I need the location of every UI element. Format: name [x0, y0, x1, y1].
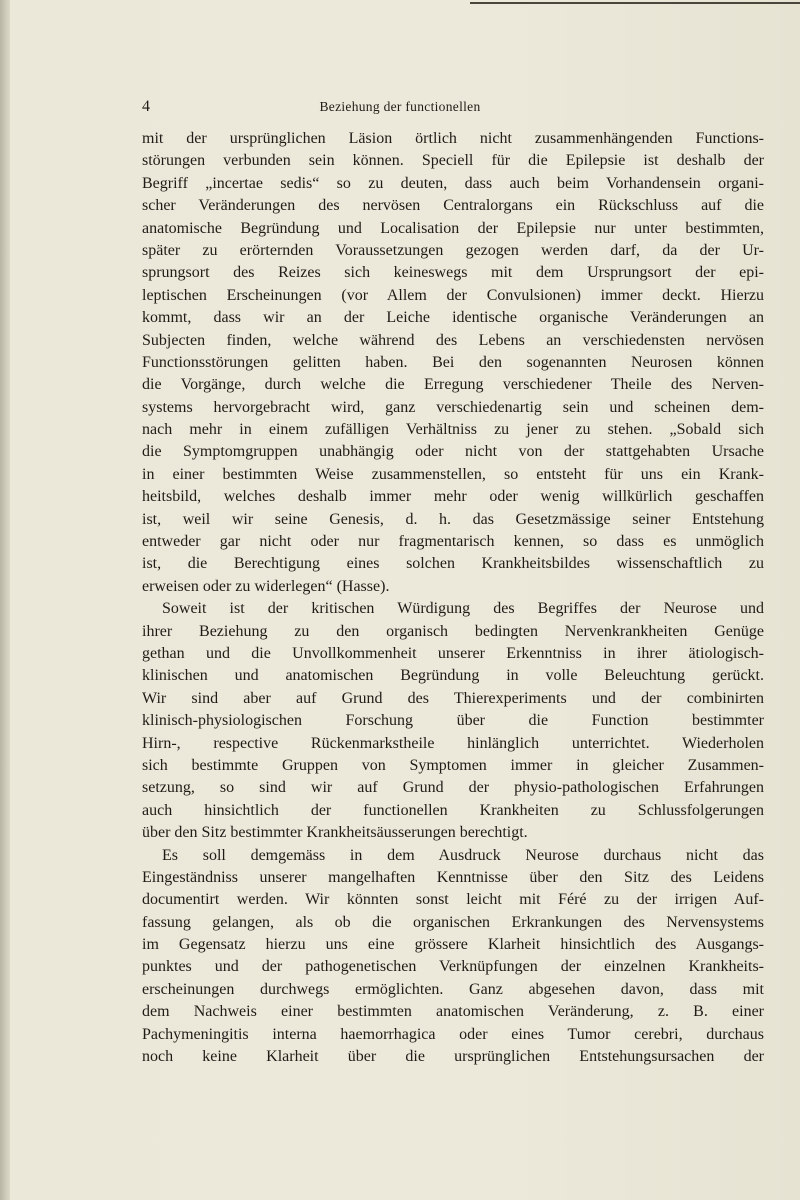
text-line: systems hervorgebracht wird, ganz verschiedenartig sein und scheinen dem- [142, 398, 764, 416]
text-line: im Gegensatz hierzu uns eine grössere Klarheit hinsichtlich des Ausgangs- [142, 936, 764, 954]
text-line: Eingeständniss unserer mangelhaften Kenntnisse über den Sitz des Leidens [142, 868, 764, 886]
text-line: später zu erörternden Voraussetzungen gezogen werden darf, da der Ur- [142, 241, 764, 259]
text-line: setzung, so sind wir auf Grund der physio-pathologischen Erfahrungen [142, 779, 764, 797]
text-line: documentirt werden. Wir könnten sonst leicht mit Féré zu der irrigen Auf- [142, 891, 764, 909]
text-line: scher Veränderungen des nervösen Centralorgans ein Rückschluss auf die [142, 197, 764, 215]
text-line: sich bestimmte Gruppen von Symptomen immer in gleicher Zusammen- [142, 756, 764, 774]
text-line: Pachymeningitis interna haemorrhagica oder eines Tumor cerebri, durchaus [142, 1025, 764, 1043]
text-line: Soweit ist der kritischen Würdigung des Begriffes der Neurose und [162, 600, 764, 618]
text-line: die Vorgänge, durch welche die Erregung verschiedener Theile des Nerven- [142, 376, 764, 394]
text-line: heitsbild, welches deshalb immer mehr oder wenig willkürlich geschaffen [142, 488, 764, 506]
text-line: nach mehr in einem zufälligen Verhältniss zu jener zu stehen. „Sobald sich [142, 421, 764, 439]
page-header [0, 98, 800, 122]
text-line: auch hinsichtlich der functionellen Krankheiten zu Schlussfolgerungen [142, 801, 764, 819]
text-line: Functionsstörungen gelitten haben. Bei den sogenannten Neurosen können [142, 353, 764, 371]
text-line: dem Nachweis einer bestimmten anatomischen Veränderung, z. B. einer [142, 1003, 764, 1021]
text-line: fassung gelangen, als ob die organischen Erkrankungen des Nervensystems [142, 913, 764, 931]
text-line: klinischen und anatomischen Begründung in volle Beleuchtung gerückt. [142, 667, 764, 685]
text-line: Hirn-, respective Rückenmarkstheile hinlänglich unterrichtet. Wiederholen [142, 734, 764, 752]
text-line: Es soll demgemäss in dem Ausdruck Neurose durchaus nicht das [162, 846, 764, 864]
text-line: erscheinungen durchwegs ermöglichten. Ganz abgesehen davon, dass mit [142, 980, 764, 998]
text-line: punktes und der pathogenetischen Verknüpfungen der einzelnen Krankheits- [142, 958, 764, 976]
text-line: ist, die Berechtigung eines solchen Krankheitsbildes wissenschaftlich zu [142, 555, 764, 573]
text-line: ihrer Beziehung zu den organisch bedingten Nervenkrankheiten Genüge [142, 622, 764, 640]
text-line: störungen verbunden sein können. Speciell für die Epilepsie ist deshalb der [142, 152, 764, 170]
text-line: gethan und die Unvollkommenheit unserer Erkenntniss in ihrer ätiologisch- [142, 644, 764, 662]
text-line: über den Sitz bestimmter Krankheitsäusserungen berechtigt. [142, 824, 528, 842]
text-line: kommt, dass wir an der Leiche identische organische Veränderungen an [142, 309, 764, 327]
page-number: 4 [142, 98, 150, 115]
text-line: in einer bestimmten Weise zusammenstellen, so entsteht für uns ein Krank- [142, 465, 764, 483]
text-line: mit der ursprünglichen Läsion örtlich nicht zusammenhängenden Functions- [142, 130, 764, 147]
text-line: noch keine Klarheit über die ursprünglichen Entstehungsursachen der [142, 1048, 764, 1066]
text-line: klinisch-physiologischen Forschung über die Function bestimmter [142, 712, 764, 730]
text-line: Wir sind aber auf Grund des Thierexperiments und der combinirten [142, 689, 764, 707]
page-left-edge [0, 0, 10, 1200]
text-line: erweisen oder zu widerlegen“ (Hasse). [142, 577, 390, 595]
top-rule [470, 2, 800, 4]
text-line: anatomische Begründung und Localisation der Epilepsie nur unter bestimmten, [142, 219, 764, 237]
text-line: leptischen Erscheinungen (vor Allem der Convulsionen) immer deckt. Hierzu [142, 286, 764, 304]
text-line: Begriff „incertae sedis“ so zu deuten, dass auch beim Vorhandensein organi- [142, 174, 764, 192]
text-line: entweder gar nicht oder nur fragmentarisch kennen, so dass es unmöglich [142, 533, 764, 551]
text-line: ist, weil wir seine Genesis, d. h. das Gesetzmässige seiner Entstehung [142, 510, 764, 528]
running-head: Beziehung der functionellen [319, 99, 481, 114]
text-line: sprungsort des Reizes sich keineswegs mit dem Ursprungsort der epi- [142, 264, 764, 282]
text-line: die Symptomgruppen unabhängig oder nicht von der stattgehabten Ursache [142, 443, 764, 461]
text-line: Subjecten finden, welche während des Lebens an verschiedensten nervösen [142, 331, 764, 349]
body-text [142, 128, 764, 1068]
